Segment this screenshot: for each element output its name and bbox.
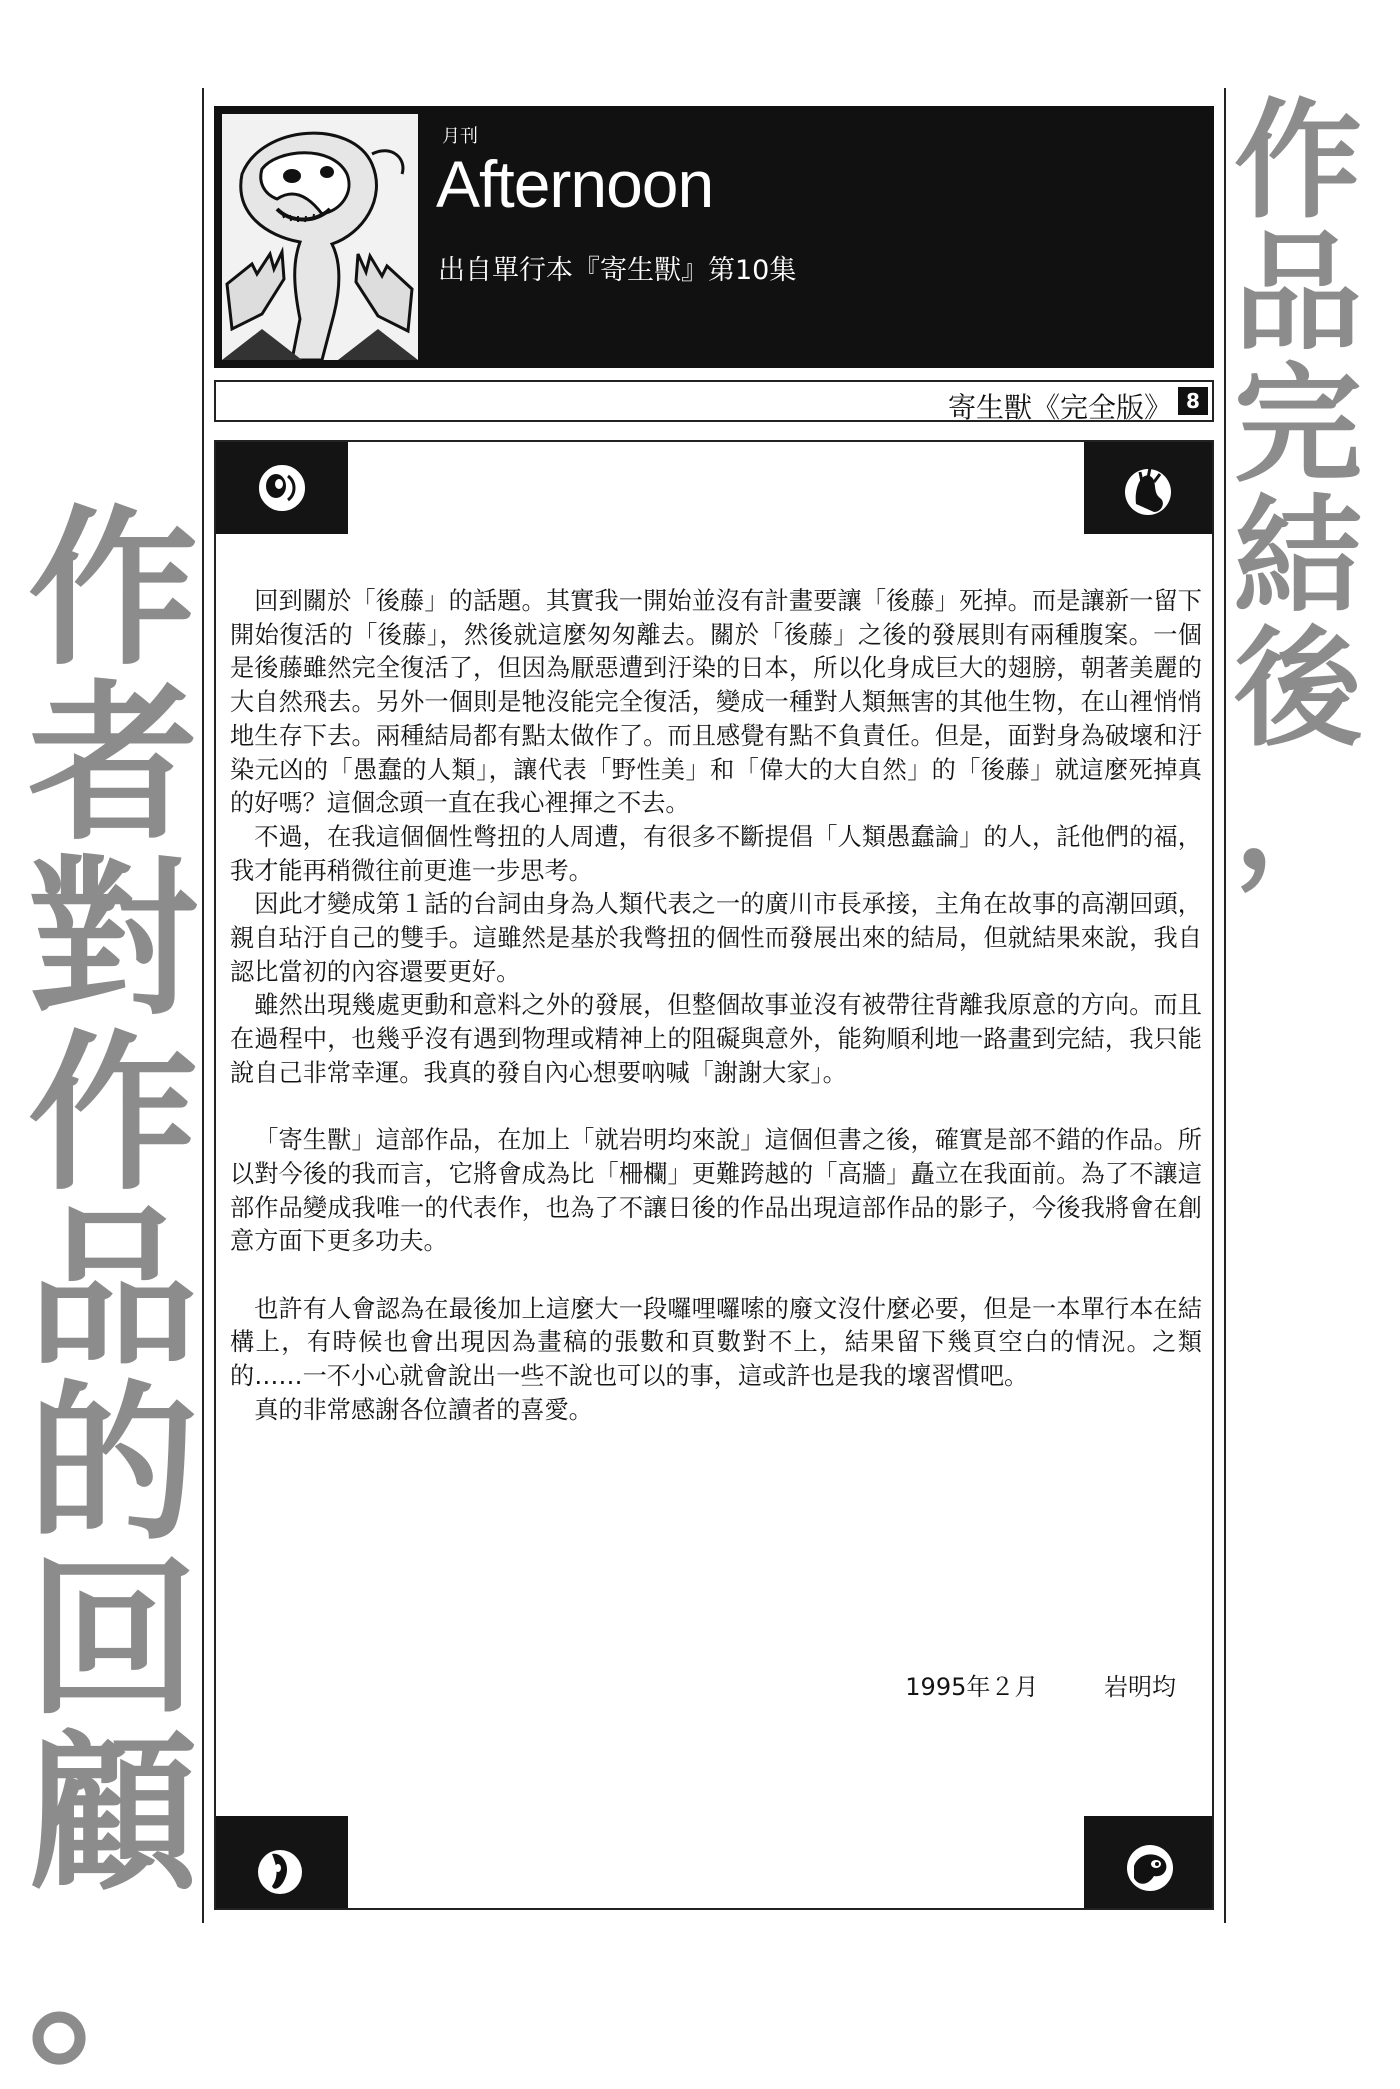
- book-title-bar: [214, 380, 1214, 422]
- left-vertical-title: [28, 491, 199, 2089]
- signature-date: 1995年２月: [905, 1673, 1039, 1701]
- left-title-char: 顧: [28, 1716, 199, 1914]
- right-title-char: 作: [1233, 87, 1362, 236]
- left-title-char: 作: [28, 491, 199, 689]
- corner-parasite-icon: [1084, 1816, 1212, 1908]
- paragraph-gap: [216, 1091, 1212, 1125]
- paragraph: 「寄生獸」這部作品，在加上「就岩明均來說」這個但書之後，確實是部不錯的作品。所以對今後的我而言，它將會成為比「柵欄」更難跨越的「高牆」矗立在我面前。為了不讓這部作品變成我唯一的代表作，也為了不讓日後的作品出現這部作品的影子，今後我將會在創意方面下更多功夫。: [230, 1126, 1202, 1256]
- afterword-box: [214, 440, 1214, 1910]
- right-title-char: ，: [1233, 747, 1362, 896]
- right-title-char: 品: [1233, 219, 1362, 368]
- paragraph: 回到關於「後藤」的話題。其實我一開始並沒有計畫要讓「後藤」死掉。而是讓新一留下開始復活的「後藤」，然後就這麼匆匆離去。關於「後藤」之後的發展則有兩種腹案。一個是後藤雖然完全復活了，但因為厭惡遭到汙染的日本，所以化身成巨大的翅膀，朝著美麗的大自然飛去。另外一個則是牠沒能完全復活，變成一種對人類無害的其他生物，在山裡悄悄地生存下去。兩種結局都有點太做作了。而且感覺有點不負責任。但是，面對身為破壞和汙染元凶的「愚蠢的人類」，讓代表「野性美」和「偉大的大自然」的「後藤」就這麼死掉真的好嗎？這個念頭一直在我心裡揮之不去。: [230, 587, 1202, 818]
- page-number: 8: [1178, 387, 1208, 415]
- book-title: 寄生獸《完全版》: [947, 391, 1172, 424]
- paragraph: 也許有人會認為在最後加上這麼大一段囉哩囉嗦的廢文沒什麼必要，但是一本單行本在結構上，有時候也會出現因為畫稿的張數和頁數對不上，結果留下幾頁空白的情況。之類的……一不小心就會說出一些不說也可以的事，這或許也是我的壞習慣吧。: [230, 1294, 1202, 1391]
- paragraph: 真的非常感謝各位讀者的喜愛。: [254, 1395, 593, 1424]
- right-title-char: 完: [1233, 351, 1362, 500]
- magazine-label-small: 月刊: [442, 126, 478, 147]
- paragraph: 不過，在我這個個性彆扭的人周遭，有很多不斷提倡「人類愚蠢論」的人，託他們的福，我才能再稍微往前更進一步思考。: [230, 822, 1202, 885]
- page-frame: [202, 88, 1226, 1923]
- afterword-text: [216, 585, 1212, 1428]
- signature-author: 岩明均: [1104, 1673, 1176, 1701]
- corner-parasite-icon: [216, 1816, 348, 1908]
- paragraph-gap: [216, 1259, 1212, 1293]
- left-title-char: 者: [28, 666, 199, 864]
- left-title-char: 。: [28, 1891, 199, 2089]
- left-title-char: 作: [28, 1016, 199, 1214]
- left-title-char: 的: [28, 1366, 199, 1564]
- corner-parasite-icon: [1084, 442, 1212, 534]
- right-title-char: 結: [1233, 483, 1362, 632]
- paragraph: 因此才變成第１話的台詞由身為人類代表之一的廣川市長承接，主角在故事的高潮回頭，親自玷汙自己的雙手。這雖然是基於我彆扭的個性而發展出來的結局，但就結果來說，我自認比當初的內容還要更好。: [230, 890, 1202, 986]
- parasite-illustration: [222, 114, 418, 360]
- right-vertical-title: [1228, 87, 1368, 896]
- signature: [905, 1667, 1176, 1702]
- left-title-char: 品: [28, 1191, 199, 1389]
- corner-parasite-icon: [216, 442, 348, 534]
- left-title-char: 對: [28, 841, 199, 1039]
- magazine-header: [214, 106, 1214, 368]
- left-title-char: 回: [28, 1541, 199, 1739]
- source-line: 出自單行本『寄生獸』第10集: [438, 255, 797, 286]
- magazine-logo-text: Afternoon: [436, 147, 714, 221]
- right-title-char: 後: [1233, 615, 1362, 764]
- paragraph: 雖然出現幾處更動和意料之外的發展，但整個故事並沒有被帶往背離我原意的方向。而且在過程中，也幾乎沒有遇到物理或精神上的阻礙與意外，能夠順利地一路畫到完結，我只能說自己非常幸運。我真的發自內心想要吶喊「謝謝大家」。: [230, 991, 1202, 1087]
